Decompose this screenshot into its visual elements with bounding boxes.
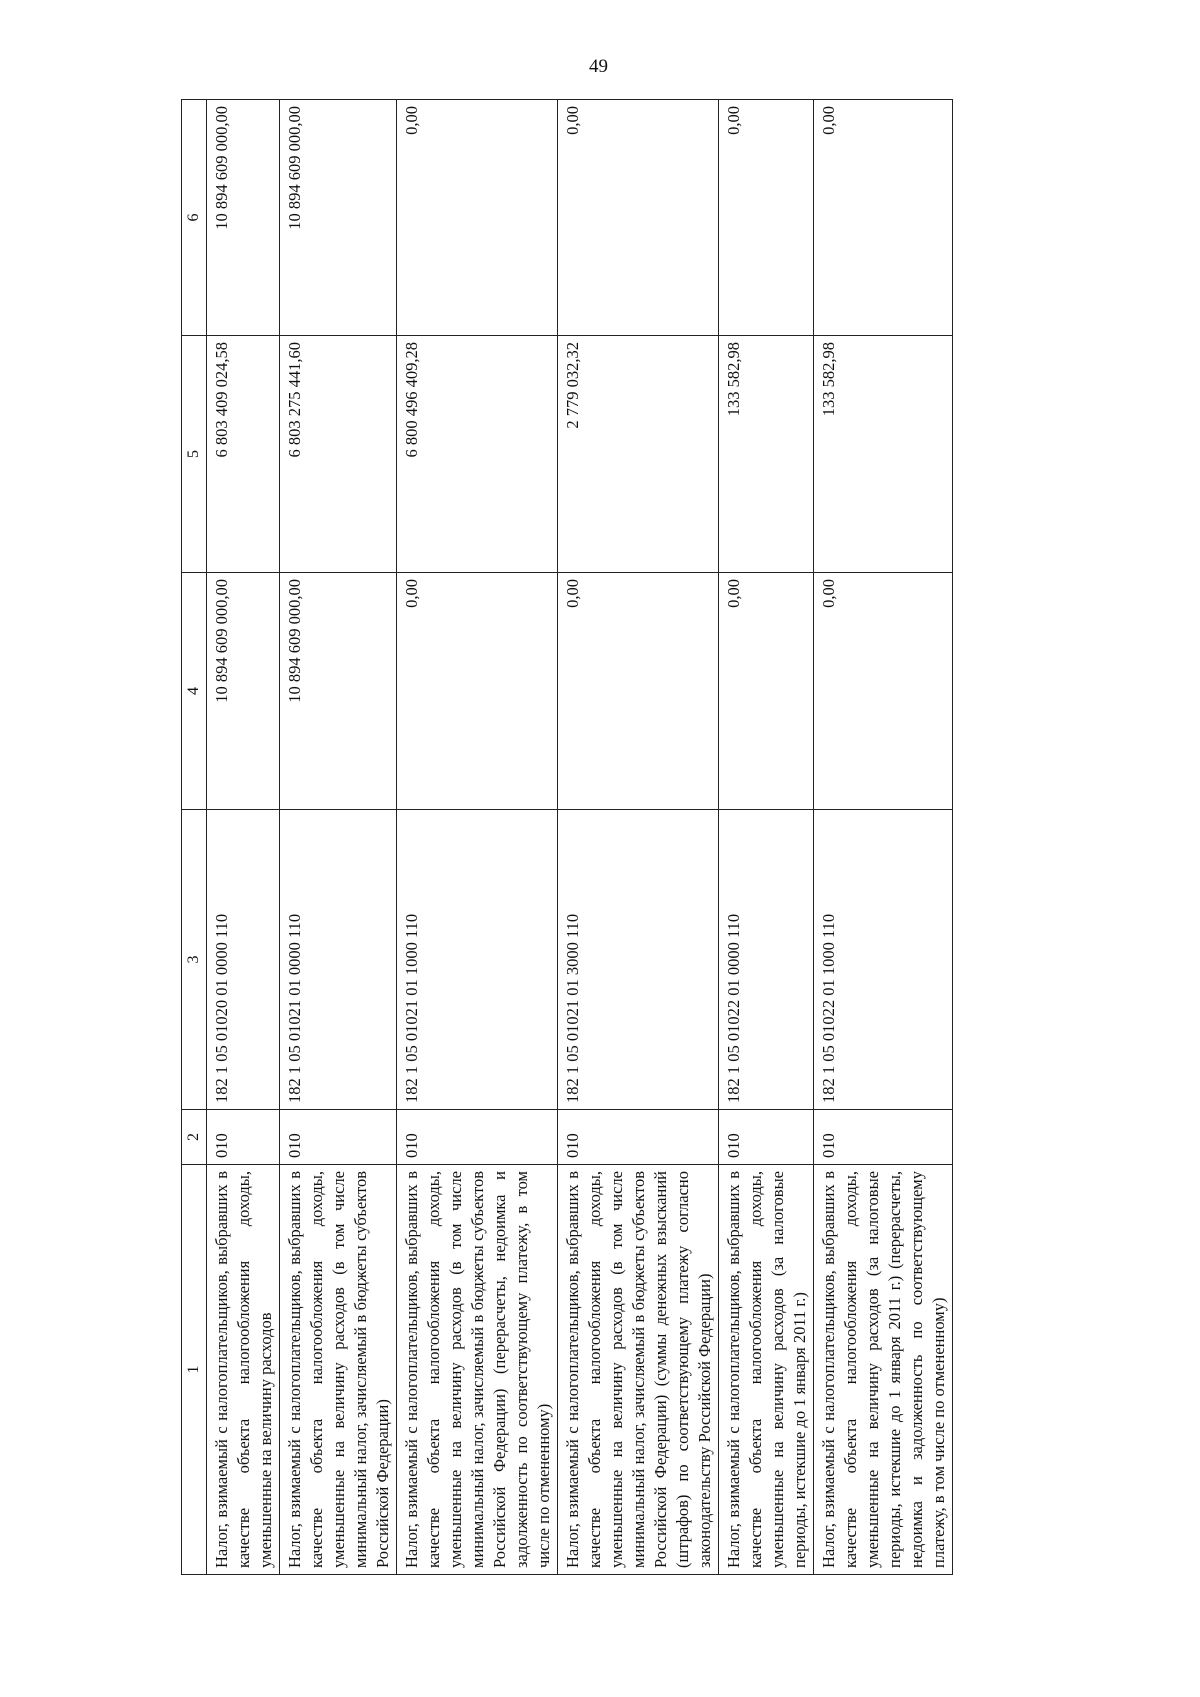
- row-admin-code: 010: [397, 1110, 558, 1165]
- row-admin-code: 010: [719, 1110, 814, 1165]
- row-total-amount: 10 894 609 000,00: [207, 100, 280, 336]
- row-budget-code: 182 1 05 01021 01 0000 110: [280, 810, 397, 1110]
- row-admin-code: 010: [814, 1110, 953, 1165]
- table-row: [280, 100, 397, 1575]
- row-budget-code: 182 1 05 01022 01 0000 110: [719, 810, 814, 1110]
- row-total-amount: 10 894 609 000,00: [280, 100, 397, 336]
- column-header: 1: [182, 1165, 207, 1575]
- row-plan-amount: 10 894 609 000,00: [207, 573, 280, 810]
- row-plan-amount: 0,00: [814, 573, 953, 810]
- table-row: [814, 100, 953, 1575]
- row-budget-code: 182 1 05 01020 01 0000 110: [207, 810, 280, 1110]
- row-actual-amount: 6 800 496 409,28: [397, 336, 558, 573]
- row-budget-code: 182 1 05 01021 01 1000 110: [397, 810, 558, 1110]
- column-header: 3: [182, 810, 207, 1110]
- table-row: [207, 100, 280, 1575]
- row-name: Налог, взимаемый с налогоплательщиков, выбравших в качестве объекта налогообложения доходы, уменьшенные на величину расходов (в том числе минимальный налог, зачисляемый в бюджеты субъектов Российской Федерации): [280, 1165, 397, 1575]
- row-name: Налог, взимаемый с налогоплательщиков, выбравших в качестве объекта налогообложения доходы, уменьшенные на величину расходов: [207, 1165, 280, 1575]
- row-name: Налог, взимаемый с налогоплательщиков, выбравших в качестве объекта налогообложения доходы, уменьшенные на величину расходов (в том числе минимальный налог, зачисляемый в бюджеты субъектов Российской Федерации) (перерасчеты, недоимка и задолженность по соответствующему платежу, в том числе по отмененному): [397, 1165, 558, 1575]
- row-name: Налог, взимаемый с налогоплательщиков, выбравших в качестве объекта налогообложения доходы, уменьшенные на величину расходов (за налоговые периоды, истекшие до 1 января 2011 г.): [719, 1165, 814, 1575]
- row-actual-amount: 133 582,98: [814, 336, 953, 573]
- row-budget-code: 182 1 05 01022 01 1000 110: [814, 810, 953, 1110]
- row-plan-amount: 10 894 609 000,00: [280, 573, 397, 810]
- row-total-amount: 0,00: [719, 100, 814, 336]
- row-plan-amount: 0,00: [558, 573, 719, 810]
- row-actual-amount: 6 803 409 024,58: [207, 336, 280, 573]
- column-header: 5: [182, 336, 207, 573]
- row-plan-amount: 0,00: [397, 573, 558, 810]
- column-header: 4: [182, 573, 207, 810]
- table-row: [558, 100, 719, 1575]
- row-plan-amount: 0,00: [719, 573, 814, 810]
- row-total-amount: 0,00: [814, 100, 953, 336]
- row-admin-code: 010: [280, 1110, 397, 1165]
- page-number: 49: [589, 56, 608, 77]
- row-name: Налог, взимаемый с налогоплательщиков, выбравших в качестве объекта налогообложения доходы, уменьшенные на величину расходов (в том числе минимальный налог, зачисляемый в бюджеты субъектов Российской Федерации) (суммы денежных взысканий (штрафов) по соответствующему платежу согласно законодательству Российской Федерации): [558, 1165, 719, 1575]
- row-name: Налог, взимаемый с налогоплательщиков, выбравших в качестве объекта налогообложения доходы, уменьшенные на величину расходов (за налоговые периоды, истекшие до 1 января 2011 г.) (перерасчеты, недоимка и задолженность по соответствующему платежу, в том числе по отмененному): [814, 1165, 953, 1575]
- table-row: [397, 100, 558, 1575]
- column-header: 6: [182, 100, 207, 336]
- row-admin-code: 010: [558, 1110, 719, 1165]
- rotated-table-container: [181, 100, 1141, 1575]
- row-total-amount: 0,00: [558, 100, 719, 336]
- row-budget-code: 182 1 05 01021 01 3000 110: [558, 810, 719, 1110]
- column-header: 2: [182, 1110, 207, 1165]
- row-admin-code: 010: [207, 1110, 280, 1165]
- row-actual-amount: 6 803 275 441,60: [280, 336, 397, 573]
- revenue-table: [181, 99, 953, 1575]
- table-row: [719, 100, 814, 1575]
- table-header-row: [182, 100, 207, 1575]
- row-actual-amount: 133 582,98: [719, 336, 814, 573]
- row-total-amount: 0,00: [397, 100, 558, 336]
- row-actual-amount: 2 779 032,32: [558, 336, 719, 573]
